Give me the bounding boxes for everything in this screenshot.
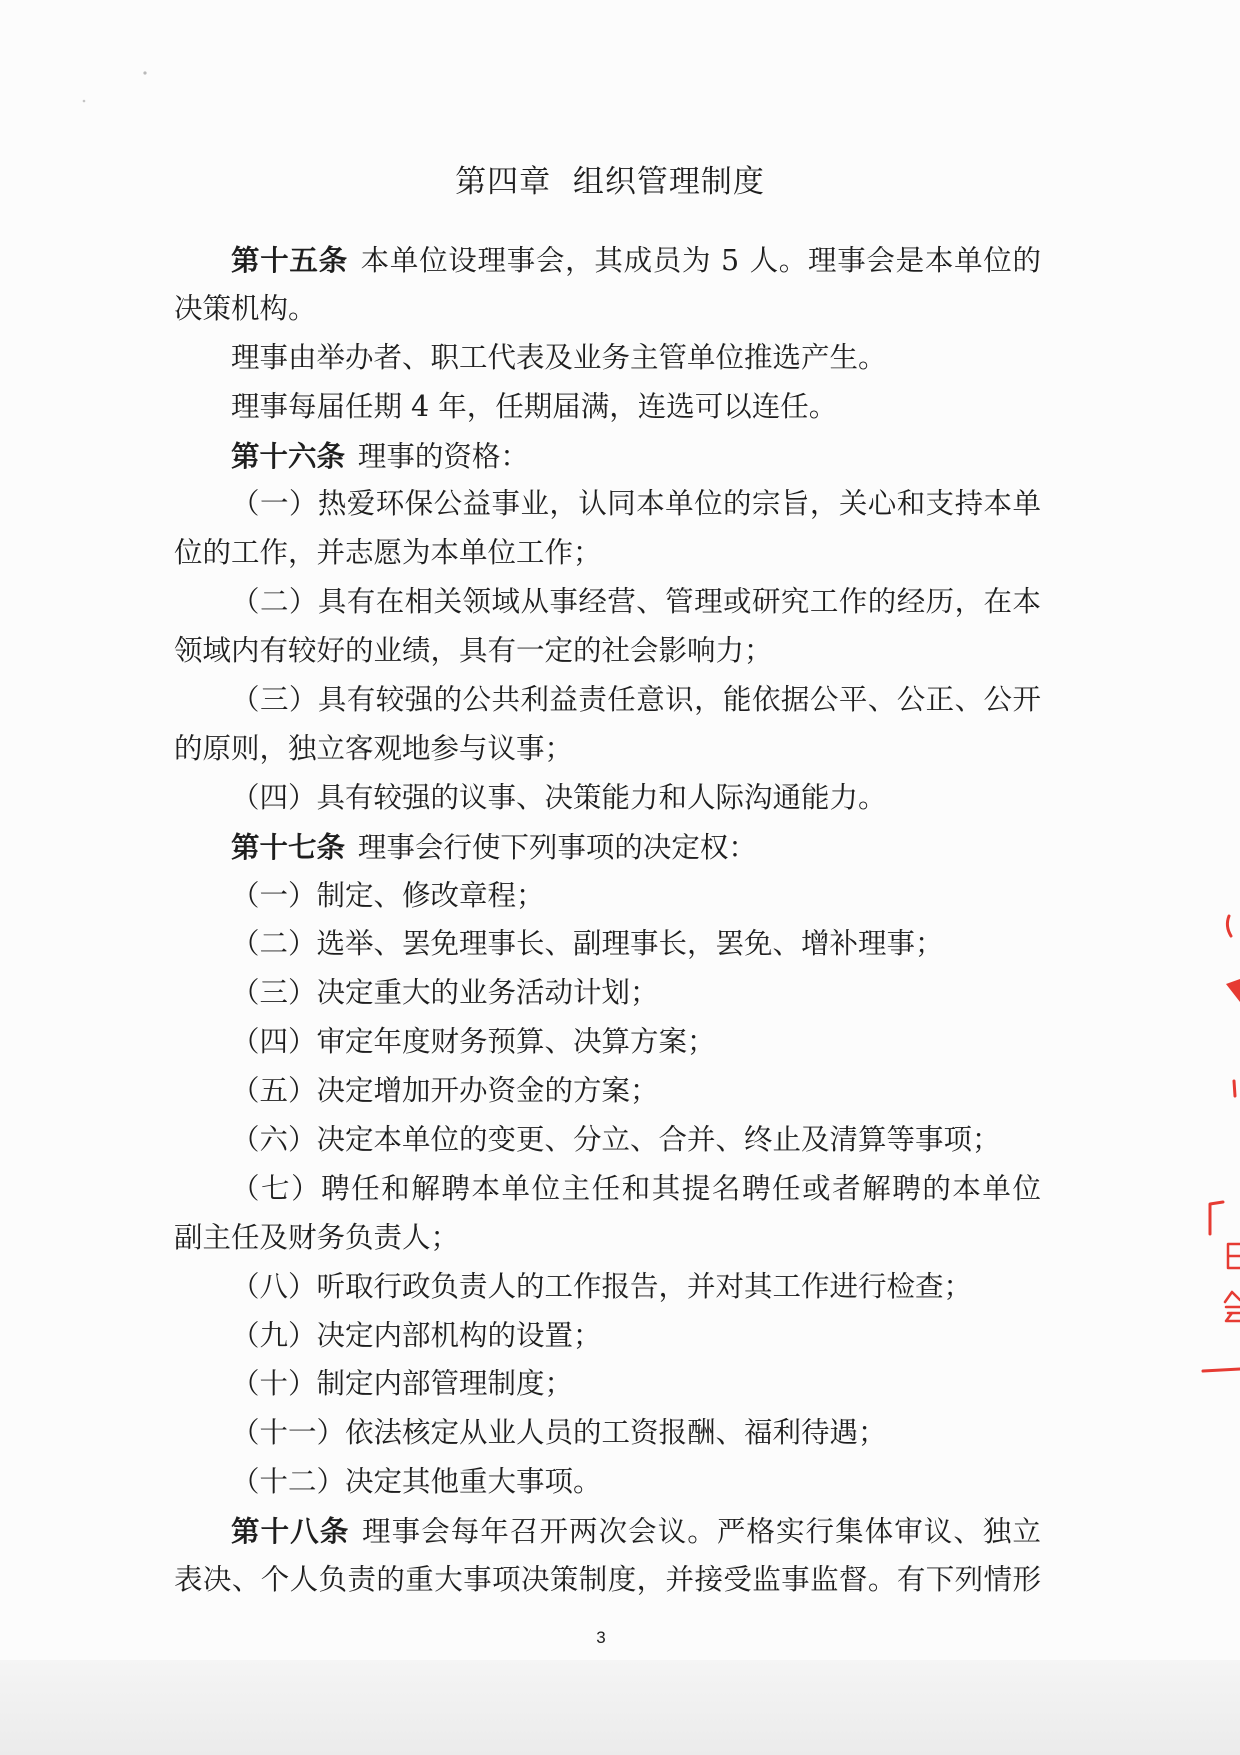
chapter-number: 第四章 [455,164,552,200]
paragraph-line [174,725,1041,774]
paragraph-line [174,676,1041,725]
line-text: （二）选举、罢免理事长、副理事长，罢免、增补理事； [231,927,944,961]
line-text: 理事由举办者、职工代表及业务主管单位推选产生。 [231,340,887,374]
line-text: （九）决定内部机构的设置； [231,1318,602,1352]
scan-speck [0,0,200,120]
paragraph-line [174,1556,1041,1605]
line-text: 本单位设理事会，其成员为 5 人。理事会是本单位的 [360,244,1042,277]
paragraph-line [174,1458,1041,1507]
line-text: （十一）依法核定从业人员的工资报酬、福利待遇； [231,1416,887,1450]
line-text: 的原则，独立客观地参与议事； [174,731,574,765]
paragraph-line [174,1507,1041,1556]
article-17-item-4 [174,1018,1041,1067]
paragraph-line [174,920,1041,969]
line-text: （二）具有在相关领域从事经营、管理或研究工作的经历，在本 [231,585,1042,619]
line-text: 领域内有较好的业绩，具有一定的社会影响力； [174,634,773,668]
article-17-item-7 [174,1165,1041,1263]
paragraph-line [174,383,1041,432]
article-label: 第十八条 [231,1514,350,1549]
article-17-item-3 [174,969,1041,1018]
chapter-title [0,160,1220,204]
article-17-item-12 [174,1458,1041,1507]
paragraph-line [174,1165,1041,1214]
paragraph-line [174,774,1041,823]
paragraph-line [174,969,1041,1018]
paragraph-line [174,1263,1041,1312]
paragraph-line [174,1018,1041,1067]
paragraph-line [174,529,1041,578]
article-15-clause-3 [174,383,1041,432]
page-number: 3 [596,1628,606,1647]
scan-shadow-band [0,1660,1240,1755]
article-17-item-9 [174,1312,1041,1361]
paragraph-line [174,1116,1041,1165]
paragraph-line [174,627,1041,676]
chapter-name: 组织管理制度 [572,164,765,200]
line-text: 理事会行使下列事项的决定权： [357,830,757,864]
article-16-item-4 [174,774,1041,823]
paragraph-line [174,1360,1041,1409]
line-text: （十）制定内部管理制度； [231,1367,574,1401]
line-text: （四）具有较强的议事、决策能力和人际沟通能力。 [231,780,887,814]
paragraph-line [174,1312,1041,1361]
seal-fragment [1195,880,1240,1390]
paragraph-line [174,480,1041,529]
line-text: （六）决定本单位的变更、分立、合并、终止及清算等事项； [231,1123,1001,1157]
article-17-item-11 [174,1409,1041,1458]
line-text: （八）听取行政负责人的工作报告，并对其工作进行检查； [231,1269,973,1303]
line-text: 表决、个人负责的重大事项决策制度，并接受监事监督。有下列情形 [174,1563,1042,1597]
article-17-item-1 [174,872,1041,921]
paragraph-line [174,432,1041,481]
line-text: （七）聘任和解聘本单位主任和其提名聘任或者解聘的本单位 [231,1171,1043,1205]
line-text: （一）制定、修改章程； [231,878,545,912]
article-label: 第十七条 [231,829,346,864]
article-15 [174,236,1041,334]
line-text: （五）决定增加开办资金的方案； [231,1074,659,1108]
line-text: 副主任及财务负责人； [174,1220,460,1254]
document-body [174,236,1041,1605]
article-17-item-8 [174,1263,1041,1312]
article-17-item-2 [174,920,1041,969]
paragraph-line [174,578,1041,627]
line-text: 理事会每年召开两次会议。严格实行集体审议、独立 [362,1515,1043,1549]
paragraph-line [174,872,1041,921]
paragraph-line [174,285,1041,334]
line-text: （三）决定重大的业务活动计划； [231,976,659,1010]
line-text: 理事的资格： [357,439,529,473]
line-text: （十二）决定其他重大事项。 [231,1465,602,1499]
paragraph-line [174,236,1041,285]
line-text: （三）具有较强的公共利益责任意识，能依据公平、公正、公开 [231,683,1042,717]
paragraph-line [174,1067,1041,1116]
article-16-item-2 [174,578,1041,676]
line-text: （一）热爱环保公益事业，认同本单位的宗旨，关心和支持本单 [231,487,1042,521]
line-text: 位的工作，并志愿为本单位工作； [174,536,602,570]
article-16 [174,432,1041,481]
line-text: （四）审定年度财务预算、决算方案； [231,1025,716,1059]
article-17 [174,823,1041,872]
article-label: 第十五条 [231,243,348,277]
article-16-item-3 [174,676,1041,774]
article-17-item-6 [174,1116,1041,1165]
article-17-item-5 [174,1067,1041,1116]
article-17-item-10 [174,1360,1041,1409]
line-text: 决策机构。 [174,291,317,325]
paragraph-line [174,1214,1041,1263]
article-16-item-1 [174,480,1041,578]
paragraph-line [174,1409,1041,1458]
article-18 [174,1507,1041,1605]
article-15-clause-2 [174,334,1041,383]
article-label: 第十六条 [231,438,346,473]
paragraph-line [174,823,1041,872]
paragraph-line [174,334,1041,383]
line-text: 理事每届任期 4 年，任期届满，连选可以连任。 [231,389,838,423]
